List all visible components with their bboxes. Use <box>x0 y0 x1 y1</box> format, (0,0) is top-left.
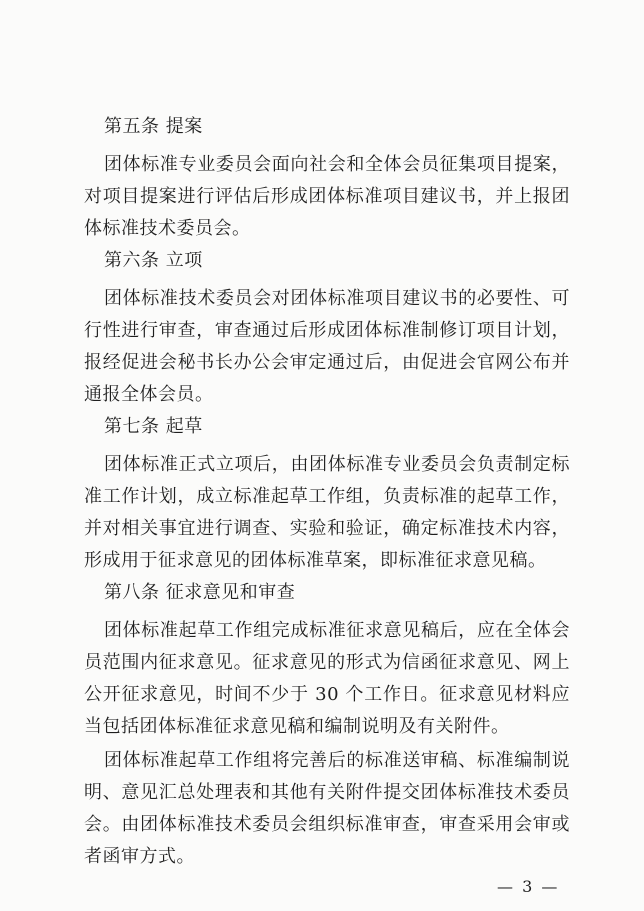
article-5-paragraph: 团体标准专业委员会面向社会和全体会员征集项目提案，对项目提案进行评估后形成团体标准项目建议书，并上报团体标准技术委员会。 <box>84 154 570 239</box>
page-number: — 3 — <box>497 877 560 896</box>
document-body <box>84 111 570 873</box>
article-8-paragraph-2: 团体标准起草工作组将完善后的标准送审稿、标准编制说明、意见汇总处理表和其他有关附件提交团体标准技术委员会。由团体标准技术委员会组织标准审查，审查采用会审或者函审方式。 <box>84 750 570 867</box>
article-8-paragraph-1: 团体标准起草工作组完成标准征求意见稿后，应在全体会员范围内征求意见。征求意见的形式为信函征求意见、网上公开征求意见，时间不少于 30 个工作日。征求意见材料应当包括团体标准征求意见稿和编制说明及有关附件。 <box>84 620 570 737</box>
article-6-heading: 第六条 立项 <box>104 250 203 271</box>
article-8-heading: 第八条 征求意见和审查 <box>104 582 296 603</box>
article-7-heading: 第七条 起草 <box>104 416 203 437</box>
article-6-paragraph: 团体标准技术委员会对团体标准项目建议书的必要性、可行性进行审查，审查通过后形成团体标准制修订项目计划，报经促进会秘书长办公会审定通过后，由促进会官网公布并通报全体会员。 <box>84 288 570 405</box>
article-7-paragraph: 团体标准正式立项后，由团体标准专业委员会负责制定标准工作计划，成立标准起草工作组，负责标准的起草工作，并对相关事宜进行调查、实验和验证，确定标准技术内容，形成用于征求意见的团体标准草案，即标准征求意见稿。 <box>84 454 570 571</box>
article-5-heading: 第五条 提案 <box>104 116 203 137</box>
